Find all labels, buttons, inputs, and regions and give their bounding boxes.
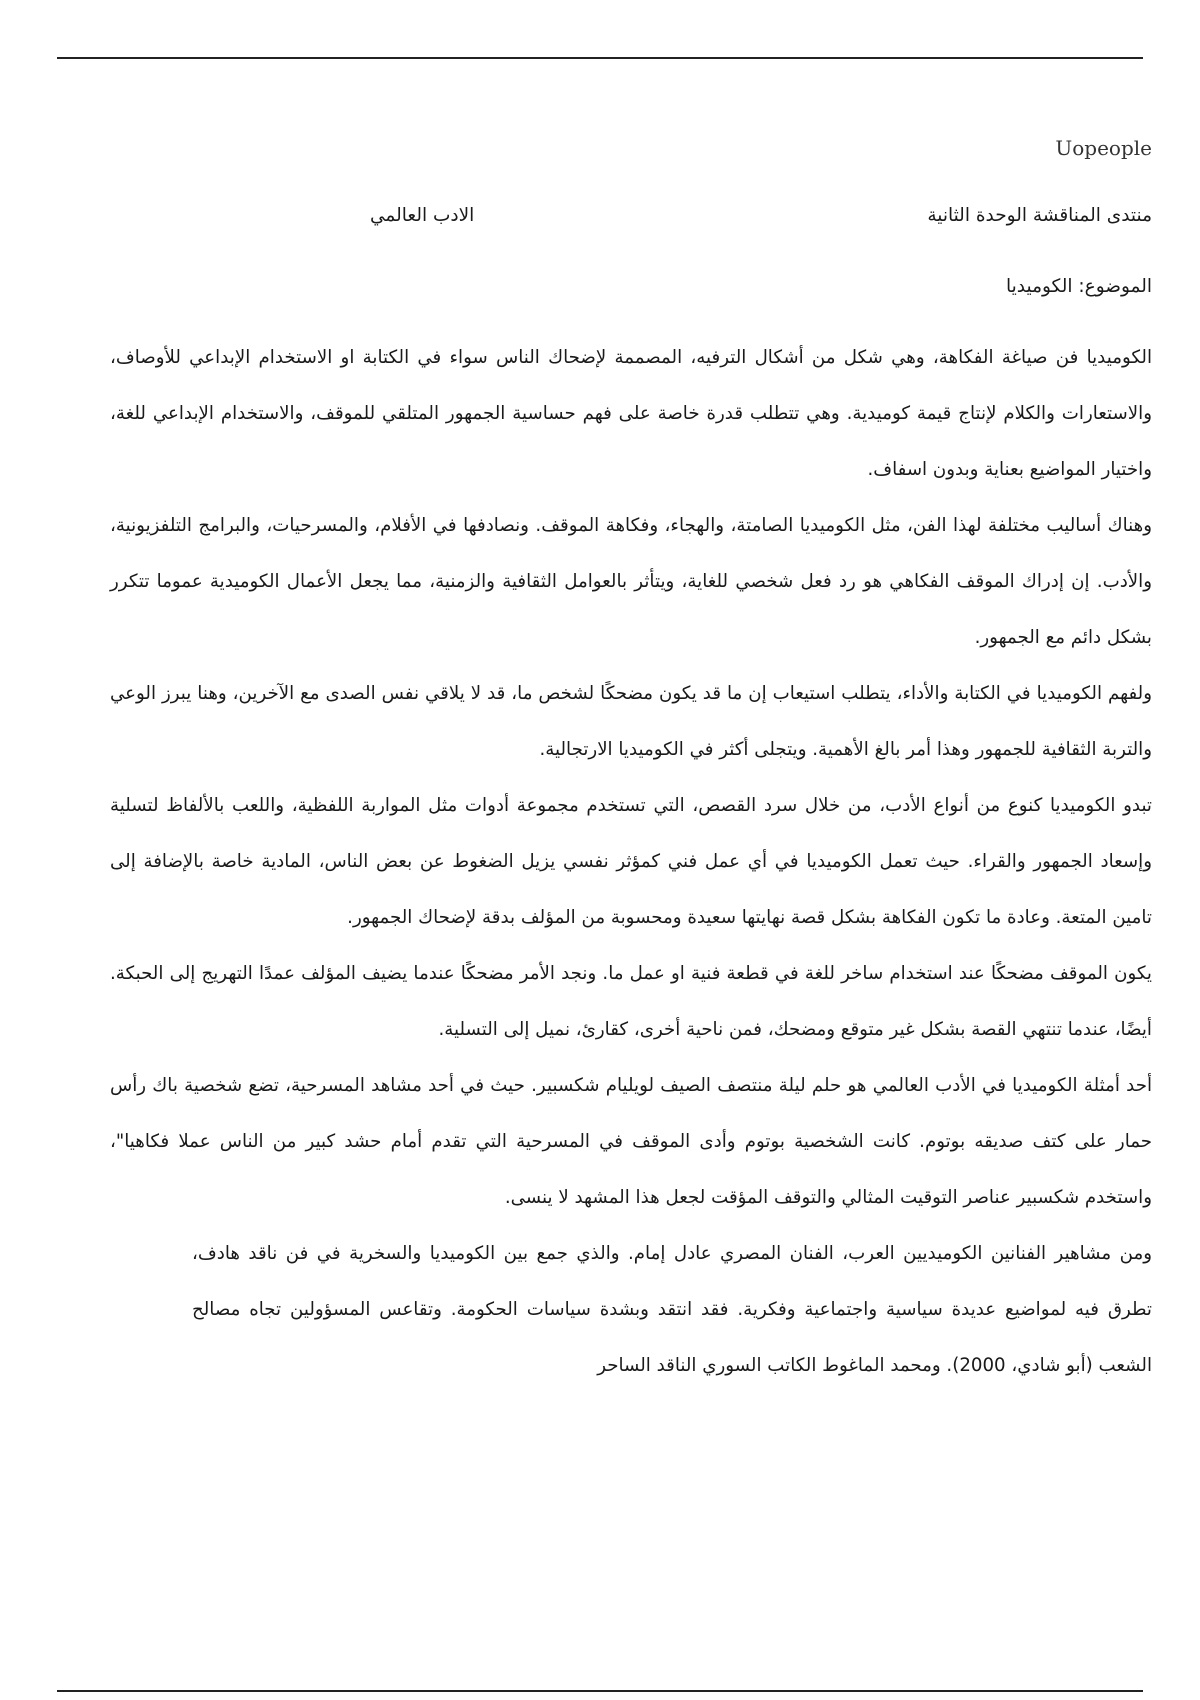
- paragraph-understanding: ولفهم الكوميديا في الكتابة والأداء، يتطلب استيعاب إن ما قد يكون مضحكًا لشخص ما، قد لا يلاقي نفس الصدى مع الآخرين، وهنا يبرز الوعي والتربة الثقافية للجمهور وهذا أمر بالغ الأهمية. ويتجلى أكثر في الكوميديا الارتجالية.: [110, 683, 1152, 760]
- site-name: Uopeople: [1055, 136, 1152, 160]
- paragraph-literary-genre: تبدو الكوميديا كنوع من أنواع الأدب، من خلال سرد القصص، التي تستخدم مجموعة أدوات مثل المواربة اللفظية، واللعب بالألفاظ لتسلية وإسعاد الجمهور والقراء. حيث تعمل الكوميديا في أي عمل فني كمؤثر نفسي يزيل الضغوط عن بعض الناس، المادية خاصة بالإضافة إلى تامين المتعة. وعادة ما تكون الفكاهة بشكل قصة نهايتها سعيدة ومحسوبة من المؤلف بدقة لإضحاك الجمهور.: [110, 795, 1152, 928]
- page-top-rule: [57, 57, 1143, 59]
- paragraph-situation: يكون الموقف مضحكًا عند استخدام ساخر للغة في قطعة فنية او عمل ما. ونجد الأمر مضحكًا عندما يضيف المؤلف عمدًا التهريج إلى الحبكة. أيضًا، عندما تنتهي القصة بشكل غير متوقع ومضحك، فمن ناحية أخرى، كقارئ، نميل إلى التسلية.: [110, 963, 1152, 1040]
- header-row: [110, 205, 1152, 237]
- page-bottom-rule: [57, 1690, 1143, 1692]
- paragraph-styles: وهناك أساليب مختلفة لهذا الفن، مثل الكوميديا الصامتة، والهجاء، وفكاهة الموقف. ونصادفها في الأفلام، والمسرحيات، والبرامج التلفزيونية، والأدب. إن إدراك الموقف الفكاهي هو رد فعل شخصي للغاية، ويتأثر بالعوامل الثقافية والزمنية، مما يجعل الأعمال الكوميدية عموما تتكرر بشكل دائم مع الجمهور.: [110, 515, 1152, 648]
- course-title: الادب العالمي: [370, 205, 475, 226]
- paragraph-definition: الكوميديا فن صياغة الفكاهة، وهي شكل من أشكال الترفيه، المصممة لإضحاك الناس سواء في الكتابة او الاستخدام الإبداعي للأوصاف، والاستعارات والكلام لإنتاج قيمة كوميدية. وهي تتطلب قدرة خاصة على فهم حساسية الجمهور المتلقي للموقف، والاستخدام الإبداعي للغة، واختيار المواضيع بعناية وبدون اسفاف.: [110, 347, 1152, 480]
- document-body: [110, 330, 1152, 1394]
- topic-heading: الموضوع: الكوميديا: [1006, 276, 1152, 297]
- paragraph-shakespeare-example: أحد أمثلة الكوميديا في الأدب العالمي هو حلم ليلة منتصف الصيف لويليام شكسبير. حيث في أحد مشاهد المسرحية، تضع شخصية باك رأس حمار على كتف صديقه بوتوم. كانت الشخصية بوتوم وأدى الموقف في المسرحية التي تقدم أمام حشد كبير من الناس عملا فكاهيا"، واستخدم شكسبير عناصر التوقيت المثالي والتوقف المؤقت لجعل هذا المشهد لا ينسى.: [110, 1075, 1152, 1208]
- forum-title: منتدى المناقشة الوحدة الثانية: [927, 205, 1152, 226]
- paragraph-arab-comedians: ومن مشاهير الفنانين الكوميديين العرب، الفنان المصري عادل إمام. والذي جمع بين الكوميديا والسخرية في فن ناقد هادف، تطرق فيه لمواضيع عديدة سياسية واجتماعية وفكرية. فقد انتقد وبشدة سياسات الحكومة. وتقاعس المسؤولين تجاه مصالح الشعب (أبو شادي، 2000). ومحمد الماغوط الكاتب السوري الناقد الساحر: [192, 1243, 1152, 1376]
